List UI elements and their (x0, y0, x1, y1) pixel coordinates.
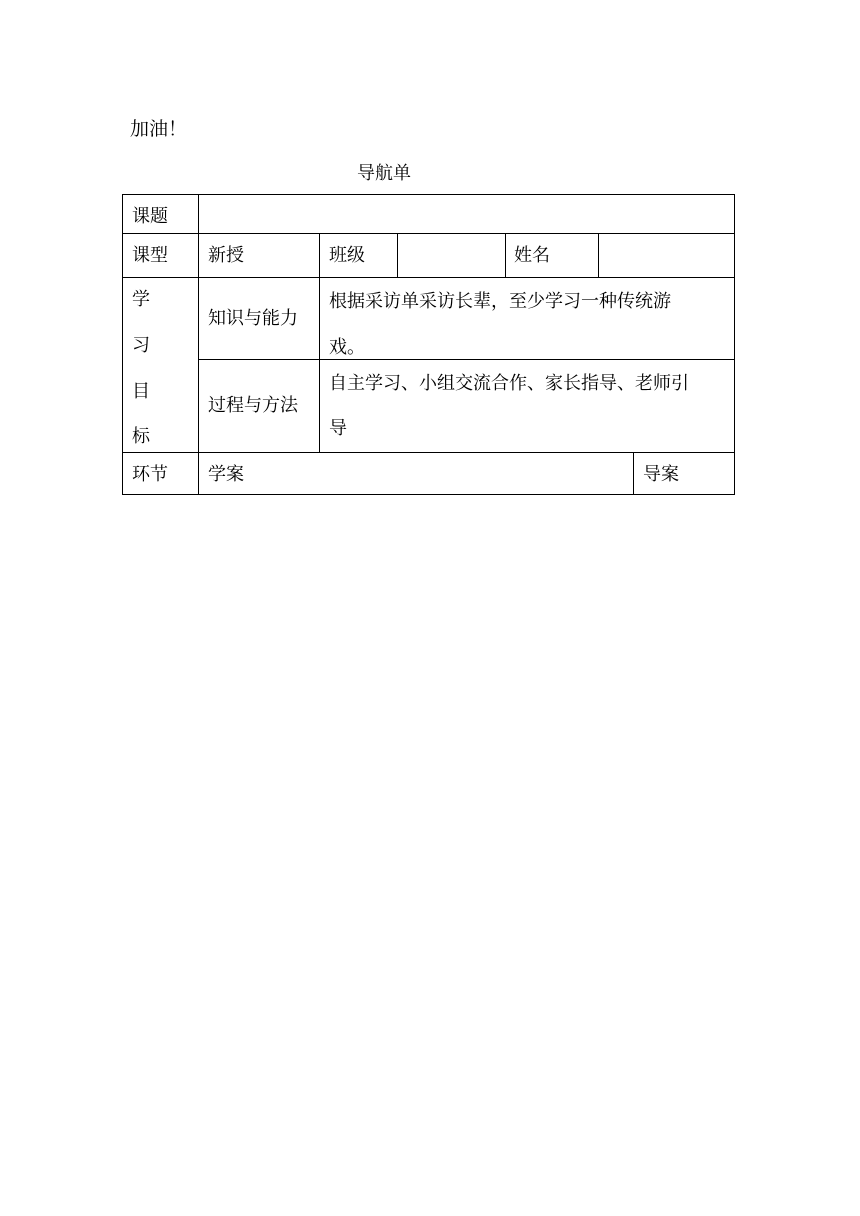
table-divider (198, 194, 199, 495)
table-divider (633, 452, 634, 495)
table-divider (122, 233, 735, 234)
knowledge-ability-text-line1: 根据采访单采访长辈，至少学习一种传统游 (329, 291, 671, 312)
knowledge-ability-text-line2: 戏。 (329, 337, 365, 358)
stage-label: 环节 (132, 464, 168, 485)
table-border-top (122, 194, 735, 195)
table-border-left (122, 194, 123, 495)
guide-plan-label: 导案 (643, 464, 679, 485)
process-method-text-line1: 自主学习、小组交流合作、家长指导、老师引 (329, 373, 689, 394)
document-title: 导航单 (357, 163, 411, 184)
process-method-text-line2: 导 (329, 418, 347, 439)
table-divider (122, 277, 735, 278)
learning-goals-char: 习 (132, 335, 150, 356)
study-plan-label: 学案 (208, 464, 244, 485)
table-divider (598, 233, 599, 278)
topic-label: 课题 (132, 206, 168, 227)
student-name-label: 姓名 (514, 245, 550, 266)
learning-goals-char: 学 (132, 289, 150, 310)
lesson-type-value: 新授 (208, 245, 244, 266)
knowledge-ability-label: 知识与能力 (208, 308, 298, 329)
table-divider (397, 233, 398, 278)
topic-value[interactable] (208, 208, 728, 228)
cheer-text: 加油！ (130, 118, 188, 140)
table-divider (319, 233, 320, 453)
table-divider (505, 233, 506, 278)
table-divider (198, 359, 735, 360)
class-value[interactable] (406, 247, 498, 267)
table-border-bottom (122, 494, 735, 495)
table-border-right (734, 194, 735, 495)
table-divider (122, 452, 735, 453)
learning-goals-char: 标 (132, 426, 150, 447)
class-label: 班级 (329, 245, 365, 266)
lesson-type-label: 课型 (132, 245, 168, 266)
learning-goals-char: 目 (132, 381, 150, 402)
student-name-value[interactable] (607, 247, 727, 267)
process-method-label: 过程与方法 (208, 395, 298, 416)
